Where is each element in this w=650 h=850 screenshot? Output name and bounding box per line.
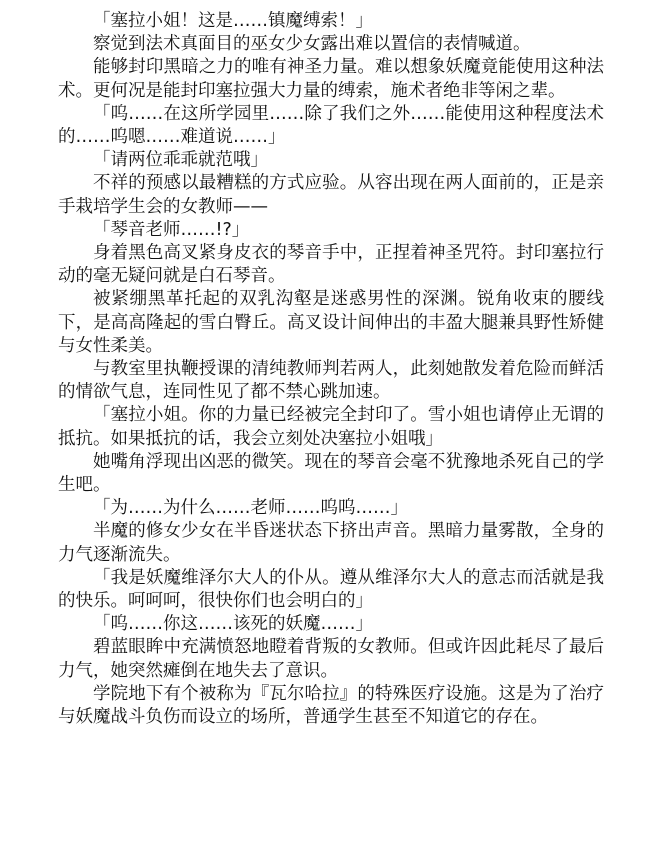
narration-paragraph: 身着黑色高叉紧身皮衣的琴音手中，正捏着神圣咒符。封印塞拉行动的毫无疑问就是白石琴音。 — [58, 243, 604, 287]
dialogue-paragraph: 「塞拉小姐！这是……镇魔缚索！」 — [93, 11, 373, 31]
narration-paragraph: 察觉到法术真面目的巫女少女露出难以置信的表情喊道。 — [93, 34, 531, 55]
dialogue-paragraph: 「我是妖魔维泽尔大人的仆从。遵从维泽尔大人的意志而活就是我的快乐。呵呵呵，很快你们也会明白的」 — [58, 567, 604, 612]
dialogue-paragraph: 「塞拉小姐。你的力量已经被完全封印了。雪小姐也请停止无谓的抵抗。如果抵抗的话，我会立刻处决塞拉小姐哦」 — [58, 405, 604, 449]
narration-paragraph: 学院地下有个被称为『瓦尔哈拉』的特殊医疗设施。这是为了治疗与妖魔战斗负伤而设立的场所，普通学生甚至不知道它的存在。 — [58, 683, 604, 728]
narration-paragraph: 被紧绷黑革托起的双乳沟壑是迷惑男性的深渊。锐角收束的腰线下，是高高隆起的雪白臀丘。高叉设计间伸出的丰盈大腿兼具野性矫健与女性柔美。 — [58, 289, 604, 356]
narration-paragraph: 能够封印黑暗之力的唯有神圣力量。难以想象妖魔竟能使用这种法术。更何况是能封印塞拉强大力量的缚索，施术者绝非等闲之辈。 — [58, 57, 604, 101]
dialogue-paragraph: 「琴音老师……!?」 — [93, 219, 250, 240]
narration-paragraph: 不祥的预感以最糟糕的方式应验。从容出现在两人面前的，正是亲手栽培学生会的女教师—— — [58, 173, 604, 217]
dialogue-paragraph: 「呜……你这……该死的妖魔……」 — [93, 614, 373, 635]
dialogue-paragraph: 「为……为什么……老师……呜呜……」 — [93, 498, 408, 519]
narration-paragraph: 与教室里执鞭授课的清纯教师判若两人，此刻她散发着危险而鲜活的情欲气息，连同性见了都不禁心跳加速。 — [58, 359, 604, 403]
narration-paragraph: 她嘴角浮现出凶恶的微笑。现在的琴音会毫不犹豫地杀死自己的学生吧。 — [58, 451, 604, 496]
dialogue-paragraph: 「呜……在这所学园里……除了我们之外……能使用这种程度法术的……呜嗯……难道说……」 — [58, 103, 604, 148]
narration-paragraph: 碧蓝眼眸中充满愤怒地瞪着背叛的女教师。但或许因此耗尽了最后力气，她突然瘫倒在地失去了意识。 — [58, 637, 604, 681]
narration-paragraph: 半魔的修女少女在半昏迷状态下挤出声音。黑暗力量雾散，全身的力气逐渐流失。 — [58, 521, 604, 565]
dialogue-paragraph: 「请两位乖乖就范哦」 — [93, 150, 268, 171]
